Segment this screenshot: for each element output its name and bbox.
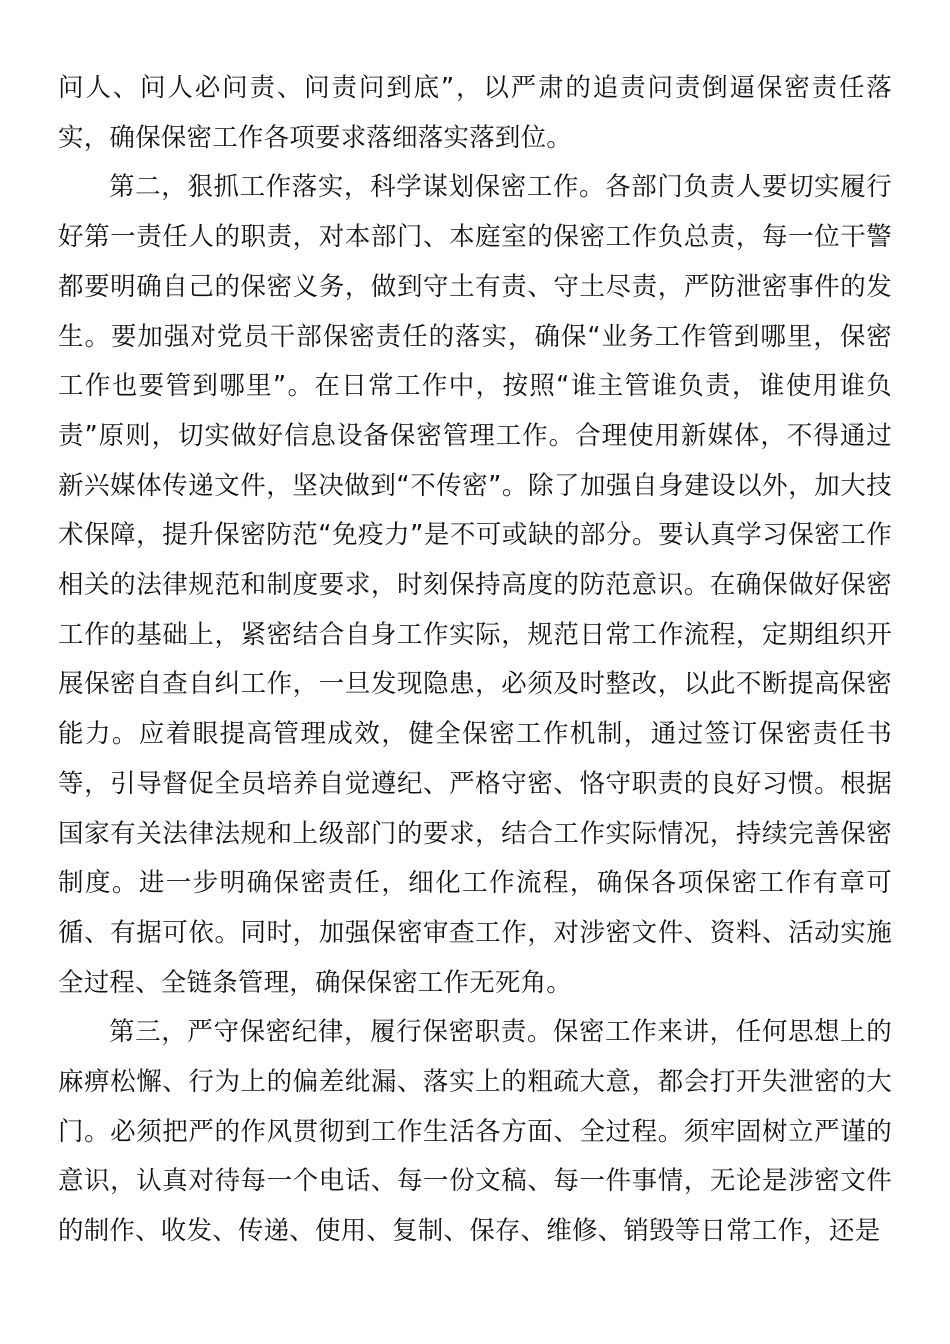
paragraph-1: 问人、问人必问责、问责问到底”，以严肃的追责问责倒逼保密责任落实，确保保密工作各项要求落细落实落到位。 [58, 73, 892, 153]
paragraph-2: 第二，狠抓工作落实，科学谋划保密工作。各部门负责人要切实履行好第一责任人的职责，对本部门、本庭室的保密工作负总责，每一位干警都要明确自己的保密义务，做到守土有责、守土尽责，严防泄密事件的发生。要加强对党员干部保密责任的落实，确保“业务工作管到哪里，保密工作也要管到哪里”。在日常工作中，按照“谁主管谁负责，谁使用谁负责”原则，切实做好信息设备保密管理工作。合理使用新媒体，不得通过新兴媒体传递文件，坚决做到“不传密”。除了加强自身建设以外，加大技术保障，提升保密防范“免疫力”是不可或缺的部分。要认真学习保密工作相关的法律规范和制度要求，时刻保持高度的防范意识。在确保做好保密工作的基础上，紧密结合自身工作实际，规范日常工作流程，定期组织开展保密自查自纠工作，一旦发现隐患，必须及时整改，以此不断提高保密能力。应着眼提高管理成效，健全保密工作机制，通过签订保密责任书等，引导督促全员培养自觉遵纪、严格守密、恪守职责的良好习惯。根据国家有关法律法规和上级部门的要求，结合工作实际情况，持续完善保密制度。进一步明确保密责任，细化工作流程，确保各项保密工作有章可循、有据可依。同时，加强保密审查工作，对涉密文件、资料、活动实施全过程、全链条管理，确保保密工作无死角。 [58, 172, 892, 998]
document-body [58, 64, 892, 1257]
paragraph-3: 第三，严守保密纪律，履行保密职责。保密工作来讲，任何思想上的麻痹松懈、行为上的偏差纰漏、落实上的粗疏大意，都会打开失泄密的大门。必须把严的作风贯彻到工作生活各方面、全过程。须牢固树立严谨的意识，认真对待每一个电话、每一份文稿、每一件事情，无论是涉密文件的制作、收发、传递、使用、复制、保存、维修、销毁等日常工作，还是 [58, 1017, 892, 1247]
